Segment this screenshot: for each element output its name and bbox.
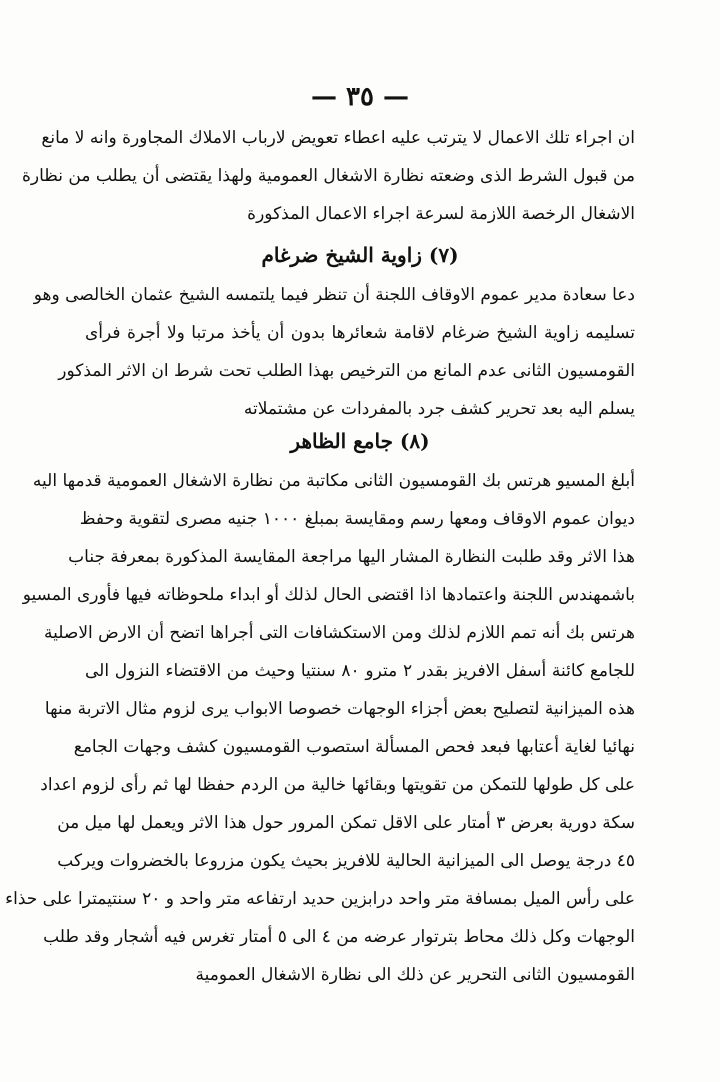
- paragraph-3-line: للجامع كائنة أسفل الافريز بقدر ٢ مترو ٨٠ سنتيا وحيث من الاقتضاء النزول الى: [85, 661, 636, 681]
- paragraph-1: [22, 119, 635, 233]
- paragraph-1-line: الاشغال الرخصة اللازمة لسرعة اجراء الاعمال المذكورة: [247, 204, 635, 224]
- paragraph-3: [5, 462, 636, 994]
- paragraph-3-line: القومسيون الثانى التحرير عن ذلك الى نظارة الاشغال العمومية: [195, 965, 635, 985]
- paragraph-3-line: باشمهندس اللجنة واعتمادها اذا اقتضى الحال لذلك أو ابداء ملحوظاته فيها فأورى المسيو: [22, 585, 635, 605]
- paragraph-3-line: هرتس بك أنه تمم اللازم لذلك ومن الاستكشافات التى أجراها اتضح أن الارض الاصلية: [44, 623, 635, 643]
- paragraph-2-line: القومسيون الثانى عدم المانع من الترخيص بهذا الطلب تحت شرط ان الاثر المذكور: [58, 361, 635, 381]
- paragraph-1-line: ان اجراء تلك الاعمال لا يترتب عليه اعطاء تعويض لارباب الاملاك المجاورة وانه لا مانع: [41, 128, 635, 148]
- paragraph-3-line: على رأس الميل بمسافة متر واحد درابزين حديد ارتفاعه متر واحد و ٢٠ سنتيمترا على حذاء: [5, 889, 635, 909]
- paragraph-2-line: دعا سعادة مدير عموم الاوقاف اللجنة أن تنظر فيما يلتمسه الشيخ عثمان الخالصى وهو: [33, 285, 635, 305]
- paragraph-2-line: يسلم اليه بعد تحرير كشف جرد بالمفردات عن مشتملاته: [243, 399, 635, 419]
- paragraph-1-line: من قبول الشرط الذى وضعته نظارة الاشغال العمومية ولهذا يقتضى أن يطلب من نظارة: [22, 166, 635, 186]
- paragraph-3-line: سكة دورية بعرض ٣ أمتار على الاقل تمكن المرور حول هذا الاثر ويعمل لها ميل من: [57, 813, 635, 833]
- page-number: — ٣٥ —: [310, 82, 410, 112]
- paragraph-3-line: هذا الاثر وقد طلبت النظارة المشار اليها مراجعة المقايسة المذكورة بمعرفة جناب: [68, 547, 635, 567]
- section-heading-7: (٧) زاوية الشيخ ضرغام: [261, 243, 459, 267]
- paragraph-3-line: هذه الميزانية لتصليح بعض أجزاء الوجهات خصوصا الابواب يرى لزوم مثال الاتربة منها: [44, 699, 635, 719]
- paragraph-3-line: على كل طولها للتمكن من تقويتها وبقائها خالية من الردم حفظا لها ثم رأى لزوم اعداد: [40, 775, 635, 795]
- paragraph-3-line: نهائيا لغاية أعتابها فبعد فحص المسألة استصوب القومسيون كشف وجهات الجامع: [73, 737, 635, 757]
- paragraph-2: [33, 276, 635, 428]
- paragraph-3-line: ديوان عموم الاوقاف ومعها رسم ومقايسة بمبلغ ١٠٠٠ جنيه مصرى لتقوية وحفظ: [79, 509, 635, 529]
- paragraph-3-line: أبلغ المسيو هرتس بك القومسيون الثانى مكاتبة من نظارة الاشغال العمومية قدمها اليه: [32, 471, 635, 491]
- paragraph-3-line: ٤٥ درجة يوصل الى الميزانية الحالية للافريز بحيث يكون مزروعا بالخضروات ويركب: [57, 851, 635, 871]
- paragraph-2-line: تسليمه زاوية الشيخ ضرغام لاقامة شعائرها بدون أن يأخذ مرتبا ولا أجرة فرأى: [85, 323, 635, 343]
- paragraph-3-line: الوجهات وكل ذلك محاط بترتوار عرضه من ٤ الى ٥ أمتار تغرس فيه أشجار وقد طلب: [43, 927, 635, 947]
- section-heading-8: (٨) جامع الظاهر: [290, 429, 430, 453]
